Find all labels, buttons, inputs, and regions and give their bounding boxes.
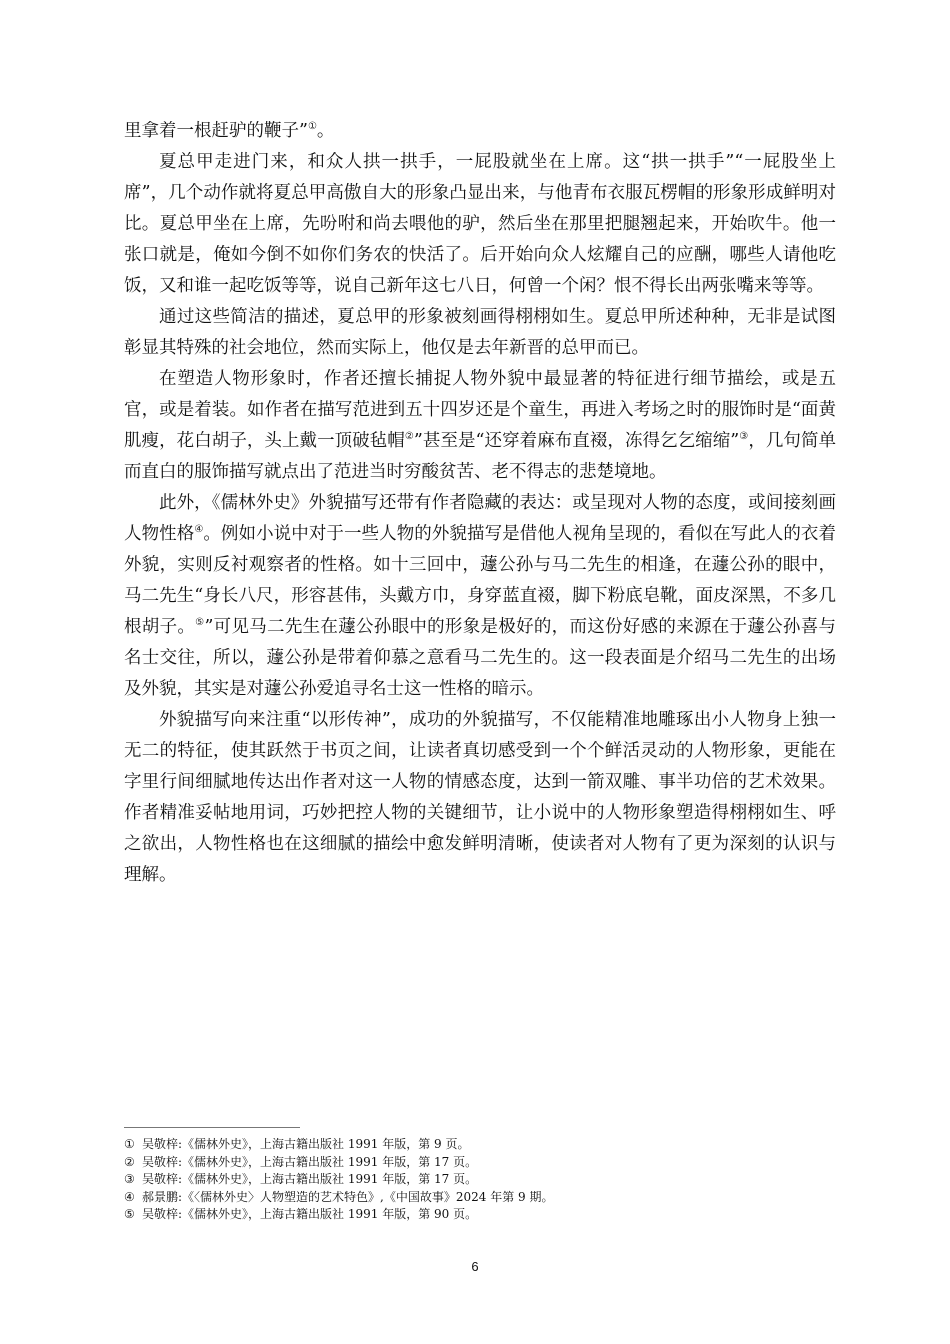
body-text	[124, 116, 836, 891]
footnote-mark: ⑤	[124, 1207, 135, 1221]
footnote-item	[124, 1171, 836, 1189]
paragraph-text: 。	[316, 121, 335, 141]
paragraph-text: 此外，《儒林外史》外貌描写还带有作者隐藏的表达：或呈现对人物的态度，或间接刻画人物性格	[124, 493, 836, 544]
footnote-item	[124, 1189, 836, 1207]
footnote-mark: ①	[124, 1137, 135, 1151]
footnote-text: 郝景鹏:《〈儒林外史〉人物塑造的艺术特色》,《中国故事》2024 年第 9 期。	[142, 1189, 554, 1204]
paragraph-text: 里拿着一根赶驴的鞭子”	[124, 121, 308, 141]
paragraph-text: ”甚至是“还穿着麻布直裰，冻得乞乞缩缩”	[413, 431, 740, 451]
footnote-text: 吴敬梓:《儒林外史》，上海古籍出版社 1991 年版，第 9 页。	[142, 1137, 470, 1151]
footnote-mark: ④	[124, 1189, 135, 1204]
paragraph-text: 通过这些简洁的描述，夏总甲的形象被刻画得栩栩如生。夏总甲所述种种，无非是试图彰显其特殊的社会地位，然而实际上，他仅是去年新晋的总甲而已。	[124, 307, 836, 358]
footnotes	[124, 1136, 836, 1224]
paragraph	[124, 302, 836, 364]
footnote-item	[124, 1136, 836, 1154]
paragraph-text: ”可见马二先生在蘧公孙眼中的形象是极好的，而这份好感的来源在于蘧公孙喜与名士交往，所以，蘧公孙是带着仰慕之意看马二先生的。这一段表面是介绍马二先生的出场及外貌，其实是对蘧公孙爱追寻名士这一性格的暗示。	[124, 617, 837, 699]
footnote-text: 吴敬梓:《儒林外史》，上海古籍出版社 1991 年版，第 90 页。	[142, 1207, 478, 1221]
paragraph-text: 。例如小说中对于一些人物的外貌描写是借他人视角呈现的，看似在写此人的衣着外貌，实则反衬观察者的性格。如十三回中，蘧公孙与马二先生的相逢，在蘧公孙的眼中，马二先生“身长八尺，形容甚伟，头戴方巾，身穿蓝直裰，脚下粉底皂靴，面皮深黑，不多几根胡子。	[124, 524, 837, 637]
footnote-reference: ②	[404, 431, 414, 443]
footnote-text: 吴敬梓:《儒林外史》，上海古籍出版社 1991 年版，第 17 页。	[142, 1172, 478, 1186]
paragraph-text: 在塑造人物形象时，作者还擅长捕捉人物外貌中最显著的特征进行细节描绘，或是五官，或是着装。如作者在描写范进到五十四岁还是个童生，再进入考场之时的服饰时是“面黄肌瘦，花白胡子，头上戴一顶破毡帽	[124, 369, 836, 451]
paragraph-text: 外貌描写向来注重“以形传神”，成功的外貌描写，不仅能精准地雕琢出小人物身上独一无二的特征，使其跃然于书页之间，让读者真切感受到一个个鲜活灵动的人物形象，更能在字里行间细腻地传达出作者对这一人物的情感态度，达到一箭双雕、事半功倍的艺术效果。作者精准妥帖地用词，巧妙把控人物的关键细节，让小说中的人物形象塑造得栩栩如生、呼之欲出，人物性格也在这细腻的描绘中愈发鲜明清晰，使读者对人物有了更为深刻的认识与理解。	[124, 710, 836, 885]
paragraph	[124, 364, 836, 488]
footnote-mark: ②	[124, 1154, 135, 1169]
paragraph	[124, 116, 836, 147]
footnote-reference: ①	[307, 121, 317, 133]
footnote-reference: ⑤	[195, 617, 205, 629]
page-number: 6	[471, 1259, 479, 1274]
paragraph-text: 夏总甲走进门来，和众人拱一拱手，一屁股就坐在上席。这“拱一拱手”“一屁股坐上席”，几个动作就将夏总甲高傲自大的形象凸显出来，与他青布衣服瓦楞帽的形象形成鲜明对比。夏总甲坐在上席，先吩咐和尚去喂他的驴，然后坐在那里把腿翘起来，开始吹牛。他一张口就是，俺如今倒不如你们务农的快活了。后开始向众人炫耀自己的应酬，哪些人请他吃饭，又和谁一起吃饭等等，说自己新年这七八日，何曾一个闲？恨不得长出两张嘴来等等。	[124, 152, 836, 296]
footnote-text: 吴敬梓:《儒林外史》，上海古籍出版社 1991 年版，第 17 页。	[142, 1154, 478, 1169]
footnote-mark: ③	[124, 1172, 135, 1186]
paragraph-text: ，几句简单而直白的服饰描写就点出了范进当时穷酸贫苦、老不得志的悲楚境地。	[124, 431, 837, 482]
paragraph	[124, 488, 836, 705]
footnote-reference: ③	[739, 431, 749, 443]
paragraph	[124, 147, 836, 302]
paragraph	[124, 705, 836, 891]
footnote-item	[124, 1154, 836, 1172]
footnote-item	[124, 1206, 836, 1224]
footnote-separator	[124, 1127, 300, 1128]
footnote-reference: ④	[194, 524, 204, 536]
